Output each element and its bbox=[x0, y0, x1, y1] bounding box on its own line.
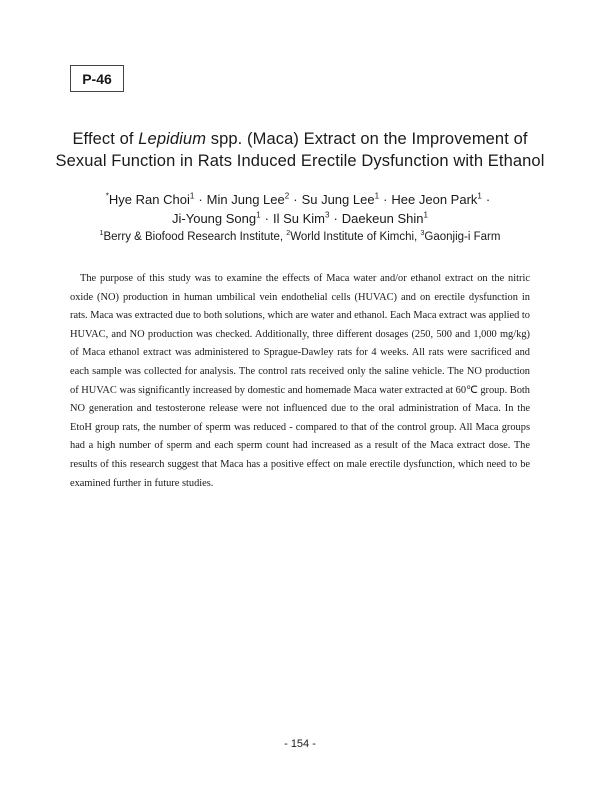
author-line-2 bbox=[30, 209, 570, 228]
affil-sup: 3 bbox=[420, 229, 425, 238]
author-name: Su Jung Lee bbox=[301, 192, 375, 207]
author-affil-sup: 1 bbox=[477, 191, 482, 201]
author-name: Il Su Kim bbox=[272, 211, 325, 226]
author-separator: · bbox=[198, 192, 203, 207]
author-affil-sup: 2 bbox=[284, 191, 290, 201]
author-name: Hye Ran Choi bbox=[108, 192, 190, 207]
author-list bbox=[30, 190, 570, 228]
title-line-1 bbox=[30, 128, 570, 150]
page-number: - 154 - bbox=[284, 738, 316, 750]
author-separator: · bbox=[333, 211, 338, 226]
affiliation-text: World Institute of Kimchi, bbox=[290, 231, 418, 243]
title-line-2: Sexual Function in Rats Induced Erectile Dysfunction with Ethanol bbox=[55, 152, 545, 170]
affiliation-text: Berry & Biofood Research Institute, bbox=[103, 231, 284, 243]
author-separator: · bbox=[293, 192, 298, 207]
affil-sup: 1 bbox=[99, 229, 104, 238]
author-name: Daekeun Shin bbox=[341, 211, 424, 226]
author-line-1 bbox=[30, 190, 570, 209]
author-affil-sup: 1 bbox=[374, 191, 380, 201]
title-italic-genus: Lepidium bbox=[138, 130, 207, 148]
author-name: Min Jung Lee bbox=[206, 192, 285, 207]
affiliations bbox=[30, 229, 570, 245]
title-prefix: Effect of bbox=[72, 130, 139, 148]
author-name: Ji-Young Song bbox=[172, 211, 257, 226]
author-separator: · bbox=[485, 192, 491, 207]
author-separator: · bbox=[383, 192, 388, 207]
author-affil-sup: 1 bbox=[256, 210, 261, 220]
corresponding-mark: * bbox=[105, 191, 109, 201]
author-affil-sup: 1 bbox=[423, 210, 428, 220]
abstract-body: The purpose of this study was to examine the effects of Maca water and/or ethanol extract on the nitric oxide (NO) production in human umbilical vein endothelial cells (HUVAC) and on erectile dysfunction in rats. Maca was extracted due to both solutions, which are water and ethanol. Each Maca extract was applied to HUVAC, and NO production was checked. Additionally, three different dosages (250, 500 and 1,000 mg/kg) of Maca ethanol extract was administered to Sprague-Dawley rats for 4 weeks. All rats were sacrificed and each sample was collected for analysis. The control rats received only the saline vehicle. The NO production of HUVAC was significantly increased by domestic and homemade Maca water extracted at 60℃ group. Both NO generation and testosterone release were not influenced due to the oral administration of Maca. In the EtoH group rats, the number of sperm was reduced - compared to that of the control group. All Maca groups had a high number of sperm and each sperm count had increased as a result of the Maca extract dose. The results of this research suggest that Maca has a positive effect on male erectile dysfunction, which need to be examined further in future studies. bbox=[70, 273, 530, 489]
paper-title bbox=[30, 128, 570, 172]
author-affil-sup: 3 bbox=[324, 210, 330, 220]
affil-sup: 2 bbox=[286, 229, 291, 238]
page-id-label: P-46 bbox=[82, 70, 112, 87]
author-separator: · bbox=[264, 211, 269, 226]
page-id-box bbox=[70, 65, 124, 92]
author-name: Hee Jeon Park bbox=[391, 192, 478, 207]
title-suffix: spp. (Maca) Extract on the Improvement of bbox=[206, 130, 528, 148]
affiliation-text: Gaonjig-i Farm bbox=[424, 231, 501, 243]
author-affil-sup: 1 bbox=[189, 191, 195, 201]
